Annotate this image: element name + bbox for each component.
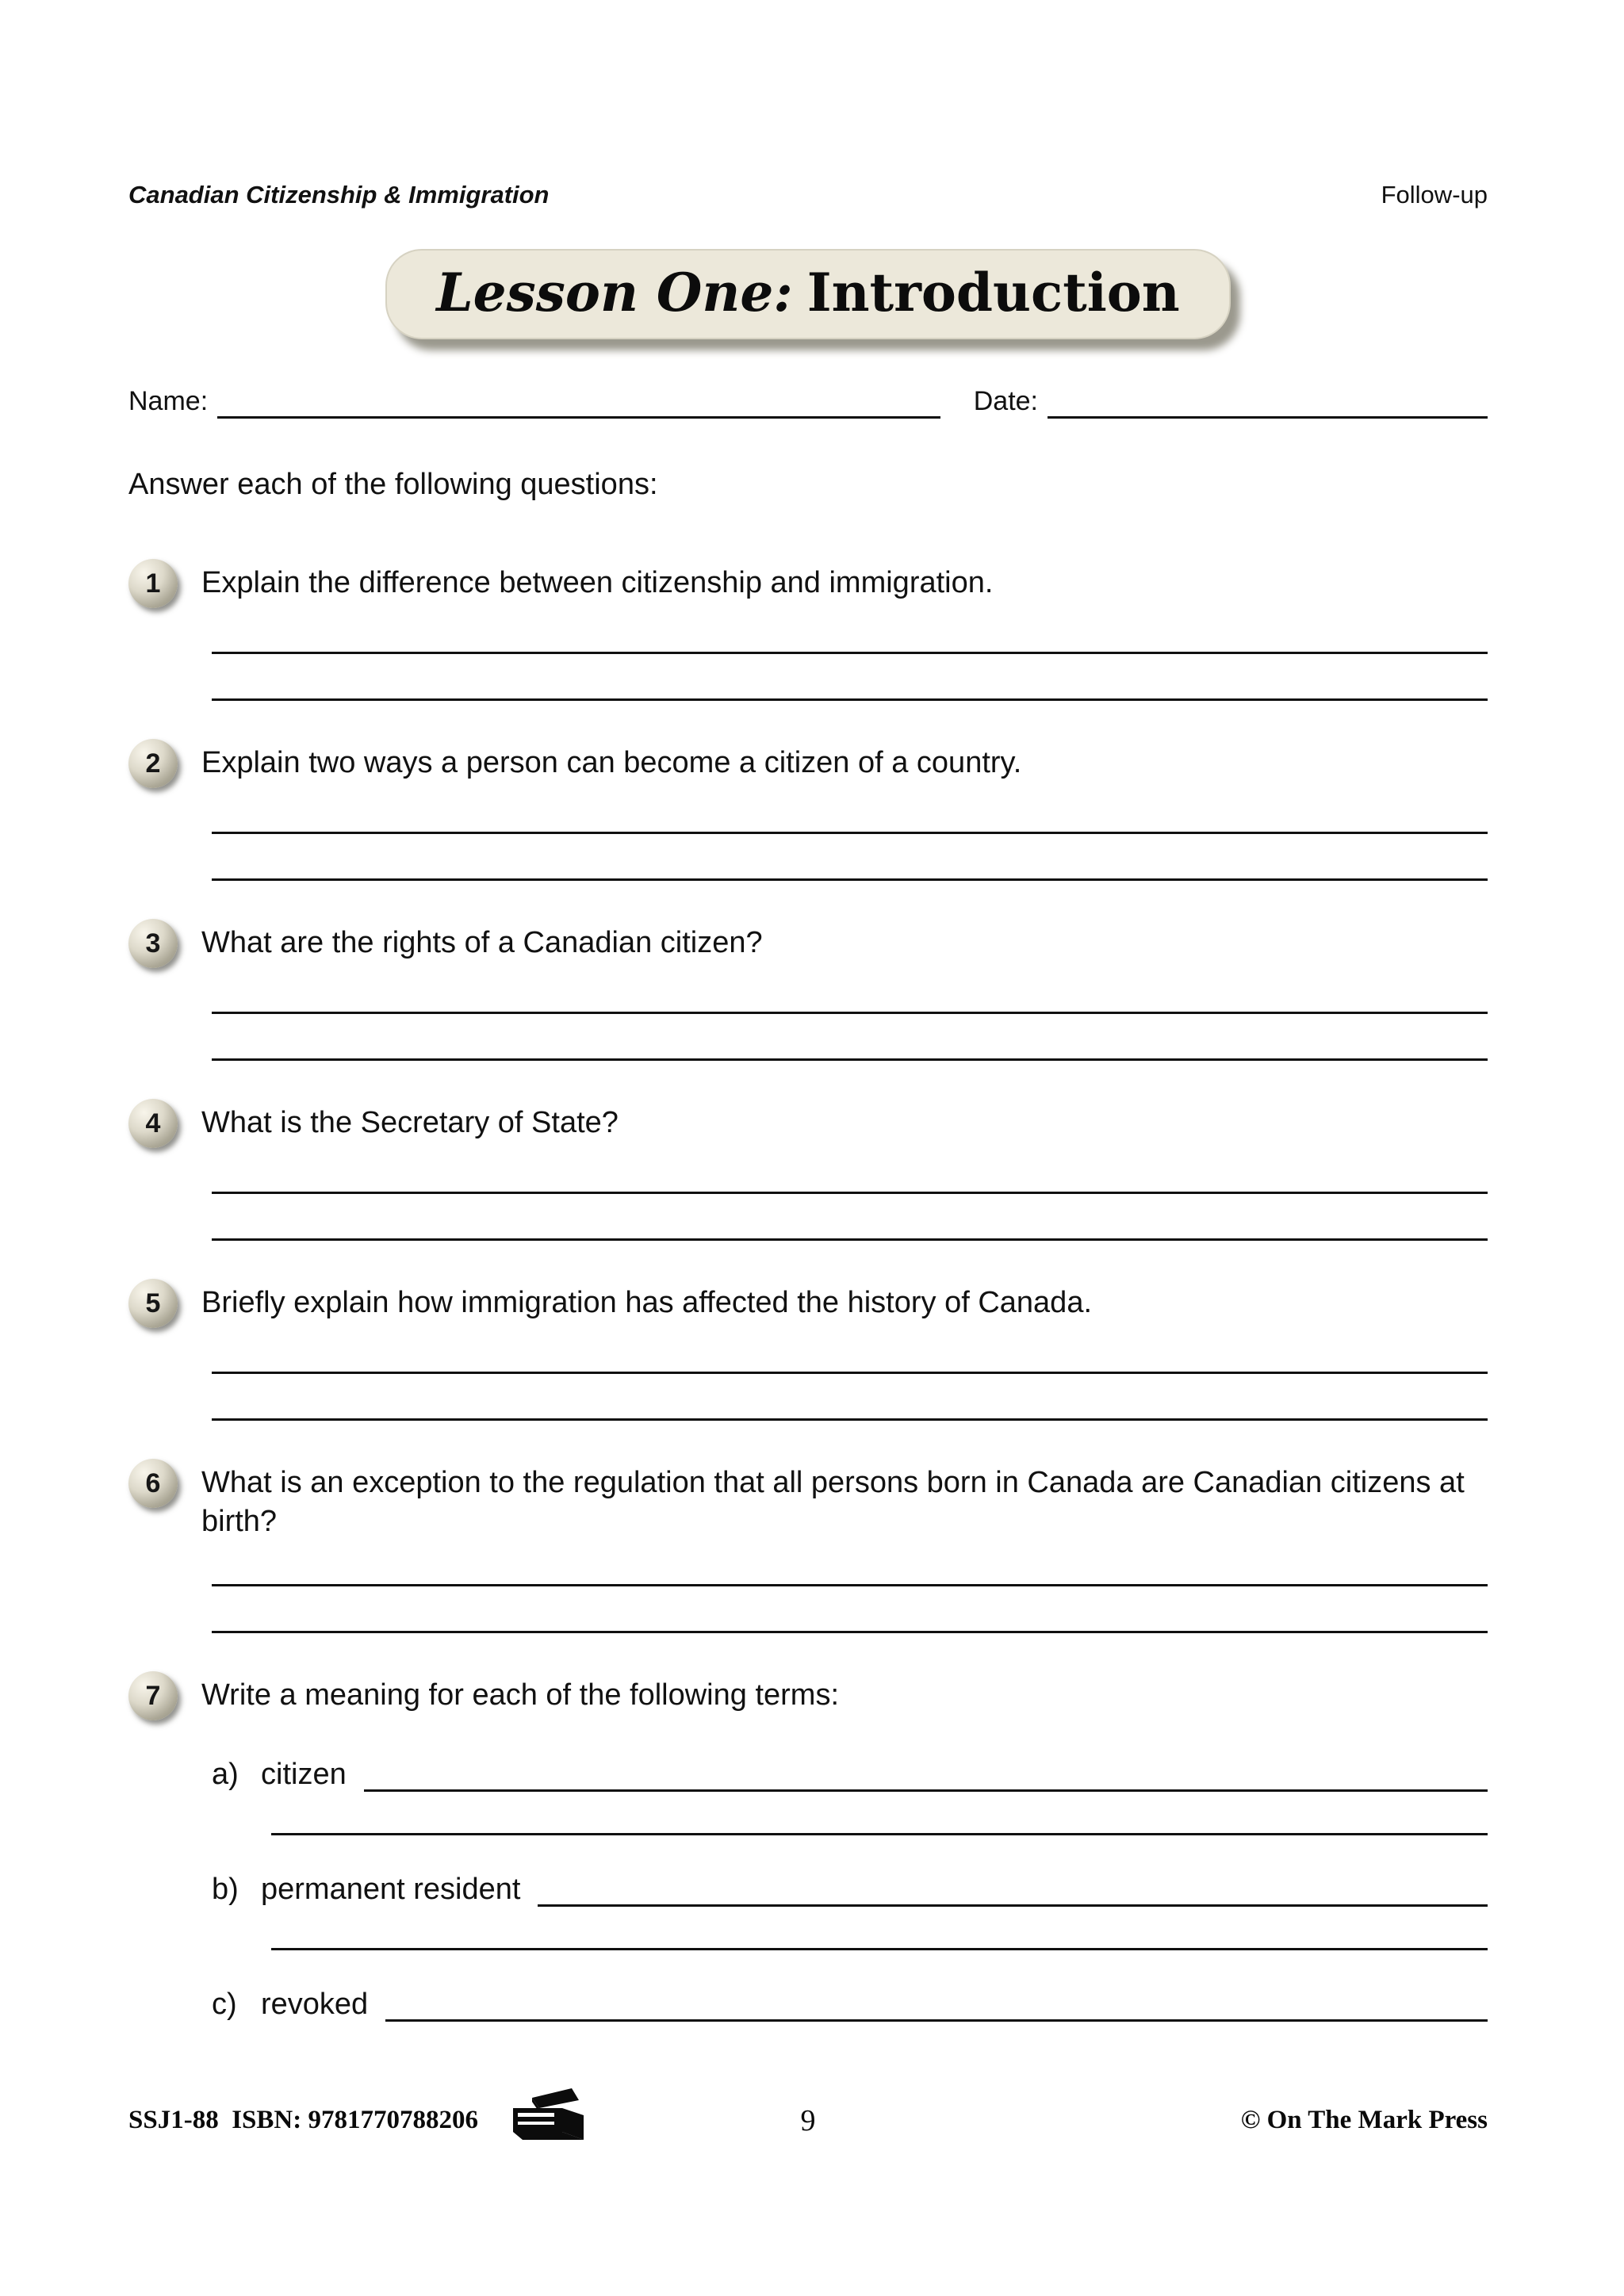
question-number-badge: 6 (128, 1459, 178, 1508)
question-text: What are the rights of a Canadian citizen? (201, 926, 763, 959)
answer-line (212, 1238, 1488, 1241)
question-text: Explain two ways a person can become a citizen of a country. (201, 746, 1022, 779)
answer-line (212, 1058, 1488, 1061)
terms-list (212, 1757, 1488, 2022)
answer-line (538, 1872, 1488, 1907)
term-letter: b) (212, 1873, 239, 1907)
page-number: 9 (800, 2103, 816, 2137)
term-letter: c) (212, 1988, 237, 2022)
answer-line (212, 878, 1488, 881)
name-date-row (128, 385, 1488, 419)
question-5 (128, 1279, 1488, 1421)
instructions-text: Answer each of the following questions: (128, 468, 658, 501)
answer-line (385, 1987, 1488, 2022)
question-number-badge: 7 (128, 1671, 178, 1720)
question-2 (128, 739, 1488, 881)
answer-line (212, 1192, 1488, 1194)
question-text: What is the Secretary of State? (201, 1106, 619, 1139)
answer-line (364, 1757, 1488, 1792)
question-text: What is an exception to the regulation that all persons born in Canada are Canadian citizens at birth? (201, 1466, 1465, 1538)
question-7 (128, 1671, 1488, 2022)
question-4 (128, 1099, 1488, 1241)
answer-line (271, 1833, 1488, 1835)
page-header (128, 0, 1488, 209)
answer-line (212, 832, 1488, 834)
header-section: Follow-up (1381, 181, 1488, 209)
lesson-topic: Introduction (806, 262, 1180, 323)
name-label: Name: (128, 386, 209, 416)
header-subject: Canadian Citizenship & Immigration (128, 181, 550, 209)
date-label: Date: (973, 386, 1038, 416)
term-row-a (212, 1757, 1488, 1792)
answer-line (212, 1012, 1488, 1014)
question-6 (128, 1459, 1488, 1633)
isbn-text: SSJ1-88 ISBN: 9781770788206 (128, 2106, 478, 2134)
question-number-badge: 5 (128, 1279, 178, 1328)
answer-line (212, 1418, 1488, 1421)
term-word: permanent resident (261, 1873, 521, 1907)
date-blank-line (1048, 385, 1488, 419)
question-number-badge: 4 (128, 1099, 178, 1148)
lesson-title-banner (385, 249, 1231, 339)
title-banner-wrap (128, 249, 1488, 339)
printer-icon (505, 2085, 591, 2151)
lesson-label: Lesson One: (436, 262, 793, 323)
question-3 (128, 919, 1488, 1061)
term-letter: a) (212, 1758, 239, 1792)
question-number-badge: 1 (128, 559, 178, 608)
copyright-text: © On The Mark Press (1240, 2106, 1488, 2134)
answer-line (212, 1631, 1488, 1633)
answer-line (212, 1372, 1488, 1374)
term-row-c (212, 1987, 1488, 2022)
answer-line (212, 652, 1488, 654)
answer-line (212, 1584, 1488, 1586)
page-footer (128, 2090, 1488, 2151)
term-word: revoked (261, 1988, 369, 2022)
question-1 (128, 559, 1488, 701)
answer-line (212, 698, 1488, 701)
question-text: Write a meaning for each of the following terms: (201, 1678, 840, 1712)
term-row-b (212, 1872, 1488, 1907)
answer-line (271, 1948, 1488, 1950)
question-text: Explain the difference between citizenship and immigration. (201, 566, 994, 599)
term-word: citizen (261, 1758, 347, 1792)
question-text: Briefly explain how immigration has affected the history of Canada. (201, 1286, 1093, 1319)
question-number-badge: 2 (128, 739, 178, 788)
name-blank-line (217, 385, 940, 419)
questions-list (128, 559, 1488, 2022)
question-number-badge: 3 (128, 919, 178, 968)
